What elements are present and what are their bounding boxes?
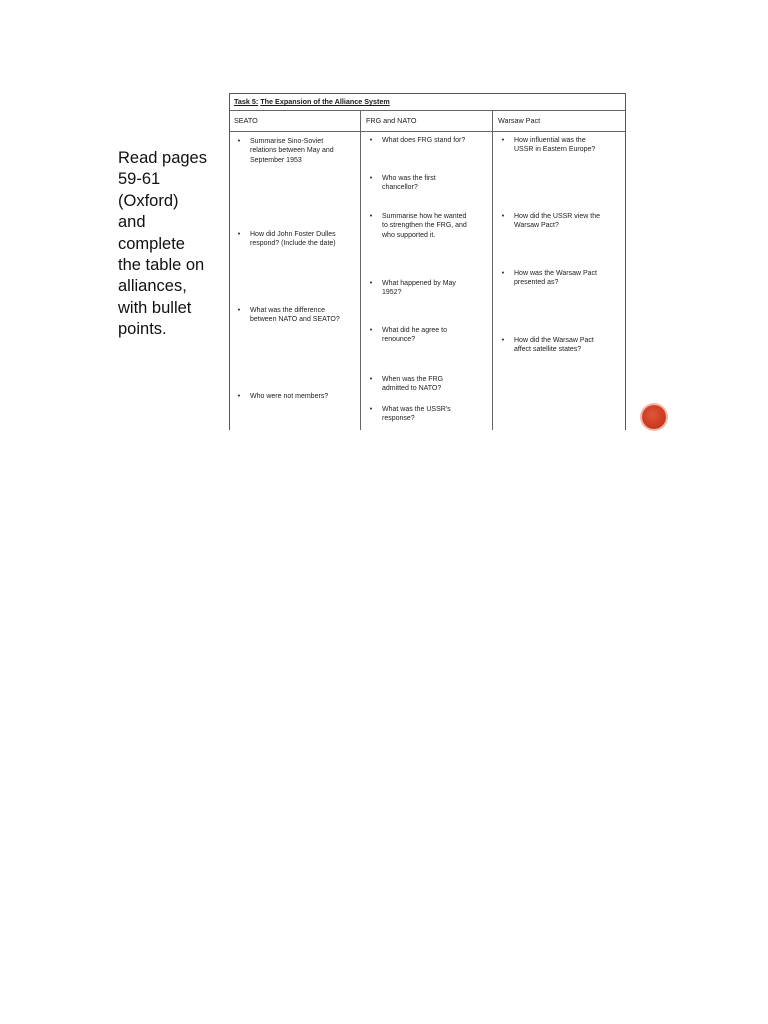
bullet-icon: • bbox=[369, 327, 373, 334]
column-divider-2 bbox=[492, 110, 493, 430]
bullet-icon: • bbox=[501, 213, 505, 220]
question-text: Who were not members? bbox=[250, 393, 329, 400]
question-item bbox=[237, 230, 358, 249]
question-item bbox=[237, 137, 358, 165]
bullet-icon: • bbox=[501, 137, 505, 144]
column-header-frg-nato: FRG and NATO bbox=[366, 116, 417, 125]
question-item bbox=[501, 336, 622, 355]
question-item bbox=[501, 136, 622, 155]
bullet-icon: • bbox=[501, 337, 505, 344]
question-item bbox=[369, 326, 490, 345]
title-prefix: Task 5: bbox=[234, 97, 259, 106]
question-item bbox=[501, 269, 622, 288]
column-header-seato: SEATO bbox=[234, 116, 258, 125]
question-item bbox=[369, 136, 490, 145]
column-header-warsaw-pact: Warsaw Pact bbox=[498, 116, 541, 125]
next-slide-icon[interactable] bbox=[642, 405, 666, 429]
question-item bbox=[369, 174, 490, 193]
bullet-icon: • bbox=[237, 231, 241, 238]
question-text: How did the USSR view the Warsaw Pact? bbox=[514, 213, 600, 230]
question-text: Summarise Sino-Soviet relations between May and September 1953 bbox=[250, 138, 334, 164]
question-text: What was the USSR's response? bbox=[382, 406, 451, 423]
column-divider-1 bbox=[360, 110, 361, 430]
title-main: The Expansion of the Alliance System bbox=[260, 97, 390, 106]
question-item bbox=[237, 306, 358, 325]
question-text: What does FRG stand for? bbox=[382, 137, 466, 144]
bullet-icon: • bbox=[237, 393, 241, 400]
bullet-icon: • bbox=[369, 213, 373, 220]
worksheet-table bbox=[229, 93, 626, 430]
question-item bbox=[369, 279, 490, 298]
title-divider bbox=[230, 110, 625, 111]
question-text: Summarise how he wanted to strengthen the FRG, and who supported it. bbox=[382, 213, 467, 239]
question-text: Who was the first chancellor? bbox=[382, 175, 436, 192]
bullet-icon: • bbox=[369, 376, 373, 383]
bullet-icon: • bbox=[369, 137, 373, 144]
bullet-icon: • bbox=[237, 307, 241, 314]
question-text: What happened by May 1952? bbox=[382, 280, 456, 297]
header-divider bbox=[230, 131, 625, 132]
question-item bbox=[237, 392, 358, 401]
bullet-icon: • bbox=[369, 175, 373, 182]
bullet-icon: • bbox=[369, 280, 373, 287]
instruction-text: Read pages 59-61 (Oxford) and complete the table on alliances, with bullet points. bbox=[118, 149, 207, 339]
bullet-icon: • bbox=[369, 406, 373, 413]
question-item bbox=[501, 212, 622, 231]
question-text: How did John Foster Dulles respond? (Include the date) bbox=[250, 231, 336, 248]
bullet-icon: • bbox=[501, 270, 505, 277]
question-item bbox=[369, 212, 490, 240]
question-text: How was the Warsaw Pact presented as? bbox=[514, 270, 597, 287]
question-text: When was the FRG admitted to NATO? bbox=[382, 376, 444, 393]
bullet-icon: • bbox=[237, 138, 241, 145]
question-item bbox=[369, 405, 490, 424]
question-text: How did the Warsaw Pact affect satellite states? bbox=[514, 337, 594, 354]
worksheet-title bbox=[234, 97, 390, 106]
question-item bbox=[369, 375, 490, 394]
question-text: What was the difference between NATO and SEATO? bbox=[250, 307, 340, 324]
question-text: What did he agree to renounce? bbox=[382, 327, 447, 344]
question-text: How influential was the USSR in Eastern Europe? bbox=[514, 137, 596, 154]
